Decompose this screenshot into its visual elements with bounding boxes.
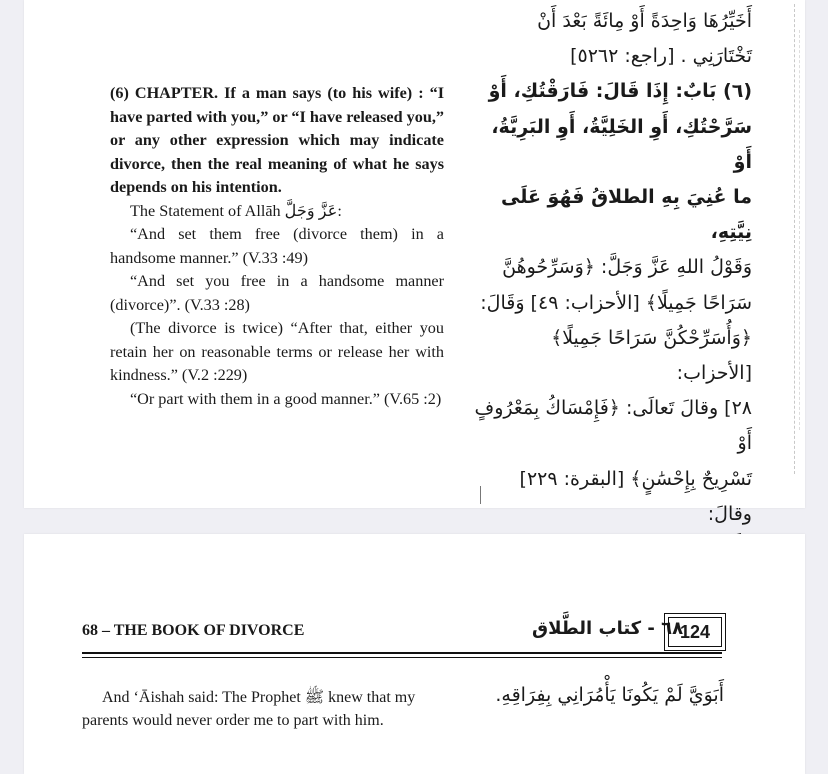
text-cursor-mark xyxy=(480,486,481,504)
page-edge-line xyxy=(799,30,800,430)
verse-2-229: (The divorce is twice) “After that, either you retain her on reasonable terms or release her with kindness.” (V.2 :229) xyxy=(110,319,444,384)
arabic-line: سَرَّحْتُكِ، أَوِ الخَلِيَّةُ، أَوِ البَرِيَّةُ، أَوْ xyxy=(491,115,752,173)
verse-65-2: “Or part with them in a good manner.” (V.65 :2) xyxy=(130,389,442,408)
arabic-line: ما عُنِيَ بِهِ الطلاقُ فَهُوَ عَلَى نِيَّتِهِ، xyxy=(500,186,752,244)
verse-33-28: “And set you free in a handsome manner (divorce)”. (V.33 :28) xyxy=(110,272,444,314)
page-edge-line xyxy=(794,4,795,474)
page-number-box xyxy=(664,613,726,651)
page-number: 124 xyxy=(668,617,722,647)
arabic-chapter-line: (٦) بَابٌ: إِذَا قَالَ: فَارَقْتُكِ، أَوْ xyxy=(488,80,752,103)
book-page-top xyxy=(24,0,805,525)
statement-intro: The Statement of Allāh عَزَّ وَجَلَّ: xyxy=(130,201,342,220)
header-rule xyxy=(82,652,722,654)
arabic-line: سَرَاحًا جَمِيلًا﴾ [الأحزاب: ٤٩] وَقَالَ: xyxy=(480,291,752,314)
arabic-line: تَخْتَارَنِي . [راجع: ٥٢٦٢] xyxy=(570,45,752,68)
arabic-line: أَبَوَيَّ لَمْ يَكُونَا يَأْمُرَانِي بِفِرَاقِهِ. xyxy=(495,684,724,706)
aishah-statement: And ‘Āishah said: The Prophet ﷺ knew that my parents would never order me to part with him. xyxy=(82,689,416,729)
running-header-english: 68 – THE BOOK OF DIVORCE xyxy=(82,622,305,639)
header-rule-thin xyxy=(82,657,722,658)
chapter-number: (6) CHAPTER. xyxy=(110,84,219,102)
english-paragraph xyxy=(82,686,422,732)
arabic-line: ٢٨] وقالَ تَعالَى: ﴿فَإِمْسَاكُ بِمَعْرُوفٍ أَوْ xyxy=(474,397,752,455)
arabic-column xyxy=(470,4,752,602)
arabic-paragraph xyxy=(444,680,724,710)
arabic-line: وَقَوْلُ اللهِ عَزَّ وَجَلَّ: ﴿وَسَرِّحُوهُنَّ xyxy=(502,256,752,279)
english-column xyxy=(110,82,444,411)
chapter-heading xyxy=(110,82,444,200)
book-page-bottom xyxy=(24,534,805,774)
arabic-line: تَسْرِيحٌ بِإِحْسَٰنٍ﴾ [البقرة: ٢٢٩] وقالَ: xyxy=(519,467,752,525)
running-header-arabic: ٦٨ - كتاب الطَّلاق xyxy=(532,618,684,639)
verse-33-49: “And set them free (divorce them) in a handsome manner.” (V.33 :49) xyxy=(110,225,444,267)
arabic-line: أَخَيِّرُهَا وَاحِدَةً أَوْ مِائَةً بَعْدَ أَنْ xyxy=(537,10,752,32)
arabic-line: ﴿وَأُسَرِّحْكُنَّ سَرَاحًا جَمِيلًا﴾ [الأحزاب: xyxy=(551,326,752,385)
chapter-title: If a man says (to his wife) : “I have parted with you,” or “I have released you,” or any other expression which may indicate divorce, then the real meaning of what he says depends on his intention. xyxy=(110,84,444,196)
